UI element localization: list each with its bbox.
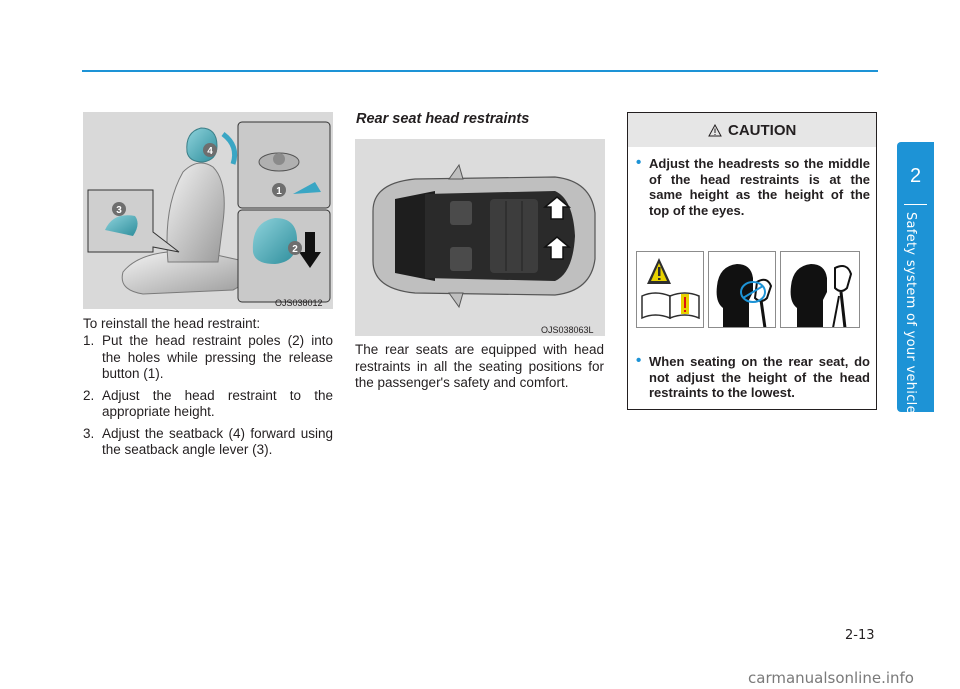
chapter-tab-divider xyxy=(904,204,927,205)
svg-text:1: 1 xyxy=(276,186,282,197)
caution-title: CAUTION xyxy=(728,122,797,139)
header-rule xyxy=(82,70,878,72)
head-profile-correct-icon xyxy=(709,252,776,328)
svg-text:2: 2 xyxy=(292,244,298,255)
seat-figure xyxy=(83,112,333,309)
chapter-tab xyxy=(897,142,934,412)
car-figure xyxy=(355,139,605,336)
callout-2 xyxy=(288,241,302,255)
headrest-correct-panel xyxy=(708,251,776,328)
warning-manual-icon xyxy=(637,252,704,328)
caution-header xyxy=(628,113,876,147)
head-profile-incorrect-icon xyxy=(781,252,860,328)
headrest-incorrect-panel xyxy=(780,251,860,328)
caution-box xyxy=(627,112,877,410)
list-item: 1. Put the head restraint poles (2) into the holes while pressing the release button (1). xyxy=(83,333,333,381)
svg-text:4: 4 xyxy=(207,146,213,157)
list-item: 3. Adjust the seatback (4) forward using the seatback angle lever (3). xyxy=(83,425,333,457)
chapter-number: 2 xyxy=(909,165,922,187)
list-item: 2. Adjust the head restraint to the appropriate height. xyxy=(83,387,333,419)
figure-code: OJS038012 xyxy=(275,298,323,308)
warning-triangle-icon xyxy=(708,124,722,137)
watermark: carmanualsonline.info xyxy=(748,669,914,687)
chapter-title: Safety system of your vehicle xyxy=(903,212,918,414)
car-top-view-illustration xyxy=(355,139,605,336)
rear-seat-paragraph: The rear seats are equipped with head restraints in all the seating positions for the passenger's safety and comfort. xyxy=(355,342,604,390)
section-title: Rear seat head restraints xyxy=(356,111,530,127)
svg-text:3: 3 xyxy=(116,205,122,216)
callout-3 xyxy=(112,202,126,216)
steps-list xyxy=(83,333,333,464)
callout-4 xyxy=(203,143,217,157)
figure-code: OJS038063L xyxy=(541,325,594,335)
intro-text: To reinstall the head restraint: xyxy=(83,316,261,331)
warning-symbol-panel xyxy=(636,251,704,328)
caution-bullet: • When seating on the rear seat, do not adjust the height of the head restraints to the lowest. xyxy=(636,352,870,400)
callout-1 xyxy=(272,183,286,197)
page-number: 2-13 xyxy=(845,628,875,643)
seat-illustration xyxy=(83,112,333,309)
caution-bullet: • Adjust the headrests so the middle of the head restraints is at the same height as the height of the top of the eyes. xyxy=(636,154,870,218)
